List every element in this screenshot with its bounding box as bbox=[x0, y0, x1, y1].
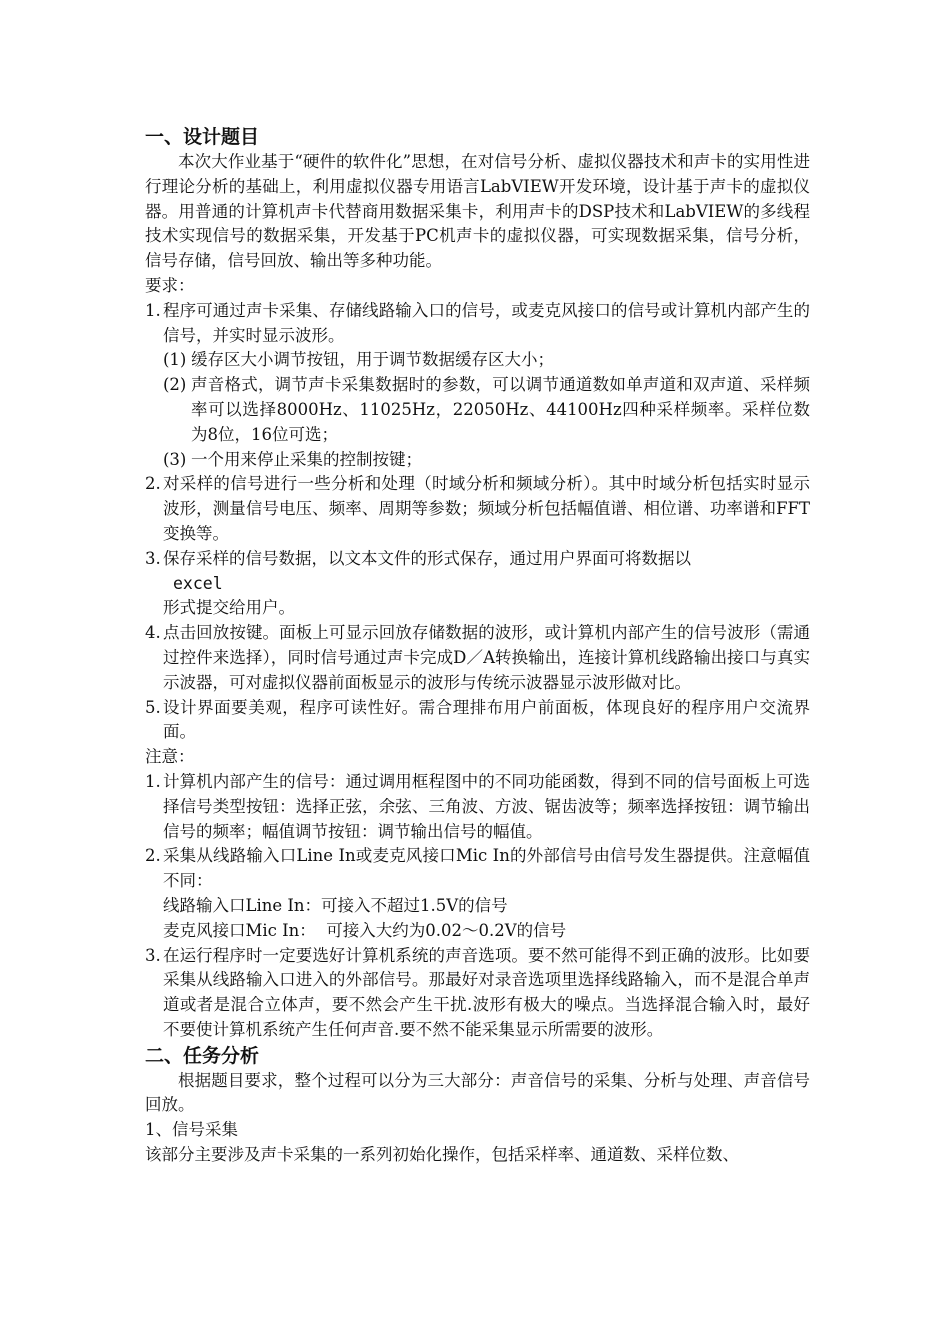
note-2-line-in: 线路输入口Line In：可接入不超过1.5V的信号 bbox=[163, 895, 508, 915]
list-number: 1. bbox=[145, 771, 161, 791]
list-text: 缓存区大小调节按钮，用于调节数据缓存区大小； bbox=[191, 350, 554, 370]
list-text: 声音格式，调节声卡采集数据时的参数，可以调节通道数如单声道和双声道、采样频率可以选择8000Hz、11025Hz，22050Hz、44100Hz四种采样频率。采样位数为8位，16位可选； bbox=[191, 375, 810, 444]
note-item-3 bbox=[145, 944, 810, 1043]
list-text: 在运行程序时一定要选好计算机系统的声音选项。要不然可能得不到正确的波形。比如要采集从线路输入口进入的外部信号。那最好对录音选项里选择线路输入，而不是混合单声道或者是混合立体声，要不然会产生干扰.波形有极大的噪点。当选择混合输入时，最好不要使计算机系统产生任何声音.要不然不能采集显示所需要的波形。 bbox=[163, 945, 810, 1039]
list-text: 程序可通过声卡采集、存储线路输入口的信号，或麦克风接口的信号或计算机内部产生的信号，并实时显示波形。 bbox=[163, 300, 810, 345]
requirements-label: 要求： bbox=[145, 275, 195, 295]
list-text: 对采样的信号进行一些分析和处理（时域分析和频域分析）。其中时域分析包括实时显示波形，测量信号电压、频率、周期等参数；频域分析包括幅值谱、相位谱、功率谱和FFT变换等。 bbox=[163, 474, 810, 543]
note-2-mic-in: 麦克风接口Mic In： 可接入大约为0.02～0.2V的信号 bbox=[163, 920, 567, 940]
requirement-subitem-3 bbox=[145, 448, 810, 473]
signal-acquisition-heading: 1、信号采集 bbox=[145, 1120, 238, 1140]
requirement-3-continuation: 形式提交给用户。 bbox=[163, 598, 295, 618]
list-number: 5. bbox=[145, 697, 161, 717]
list-number: 1. bbox=[145, 300, 161, 320]
list-text: 点击回放按键。面板上可显示回放存储数据的波形，或计算机内部产生的信号波形（需通过控件来选择），同时信号通过声卡完成D／A转换输出，连接计算机线路输出接口与真实示波器，可对虚拟仪器前面板显示的波形与传统示波器显示波形做对比。 bbox=[163, 623, 810, 692]
list-number: 3. bbox=[145, 548, 161, 568]
design-intro-paragraph: 本次大作业基于“硬件的软件化”思想，在对信号分析、虚拟仪器技术和声卡的实用性进行理论分析的基础上，利用虚拟仪器专用语言LabVIEW开发环境，设计基于声卡的虚拟仪器。用普通的计算机声卡代替商用数据采集卡，利用声卡的DSP技术和LabVIEW的多线程技术实现信号的数据采集，开发基于PC机声卡的虚拟仪器，可实现数据采集，信号分析，信号存储，信号回放、输出等多种功能。 bbox=[145, 152, 810, 271]
list-text: 设计界面要美观，程序可读性好。需合理排布用户前面板，体现良好的程序用户交流界面。 bbox=[163, 697, 810, 742]
analysis-intro-paragraph: 根据题目要求，整个过程可以分为三大部分：声音信号的采集、分析与处理、声音信号回放。 bbox=[145, 1070, 810, 1115]
list-number: 3. bbox=[145, 945, 161, 965]
list-number: 2. bbox=[145, 846, 161, 866]
list-number: (3) bbox=[163, 449, 187, 469]
section-title-design: 一、设计题目 bbox=[145, 126, 260, 148]
list-number: 2. bbox=[145, 474, 161, 494]
list-number: 4. bbox=[145, 623, 161, 643]
requirement-item-4 bbox=[145, 621, 810, 695]
requirement-3-excel: excel bbox=[173, 573, 223, 593]
list-number: (1) bbox=[163, 350, 187, 370]
requirement-item-3 bbox=[145, 547, 810, 572]
requirement-item-5 bbox=[145, 696, 810, 746]
note-item-2 bbox=[145, 844, 810, 894]
document-content bbox=[145, 124, 810, 1168]
note-item-1 bbox=[145, 770, 810, 844]
list-text: 采集从线路输入口Line In或麦克风接口Mic In的外部信号由信号发生器提供。注意幅值不同： bbox=[163, 846, 810, 891]
requirement-item-2 bbox=[145, 472, 810, 546]
notes-label: 注意： bbox=[145, 747, 195, 767]
list-text: 保存采样的信号数据，以文本文件的形式保存，通过用户界面可将数据以 bbox=[163, 548, 691, 568]
list-text: 一个用来停止采集的控制按键； bbox=[191, 449, 422, 469]
signal-acquisition-text: 该部分主要涉及声卡采集的一系列初始化操作，包括采样率、通道数、采样位数、 bbox=[145, 1145, 739, 1165]
list-number: (2) bbox=[163, 375, 187, 395]
requirement-item-1 bbox=[145, 299, 810, 349]
requirement-subitem-2 bbox=[145, 373, 810, 447]
requirement-subitem-1 bbox=[145, 348, 810, 373]
list-text: 计算机内部产生的信号：通过调用框程图中的不同功能函数，得到不同的信号面板上可选择信号类型按钮：选择正弦，余弦、三角波、方波、锯齿波等；频率选择按钮：调节输出信号的频率；幅值调节按钮：调节输出信号的幅值。 bbox=[163, 771, 810, 841]
section-title-analysis: 二、任务分析 bbox=[145, 1044, 260, 1067]
